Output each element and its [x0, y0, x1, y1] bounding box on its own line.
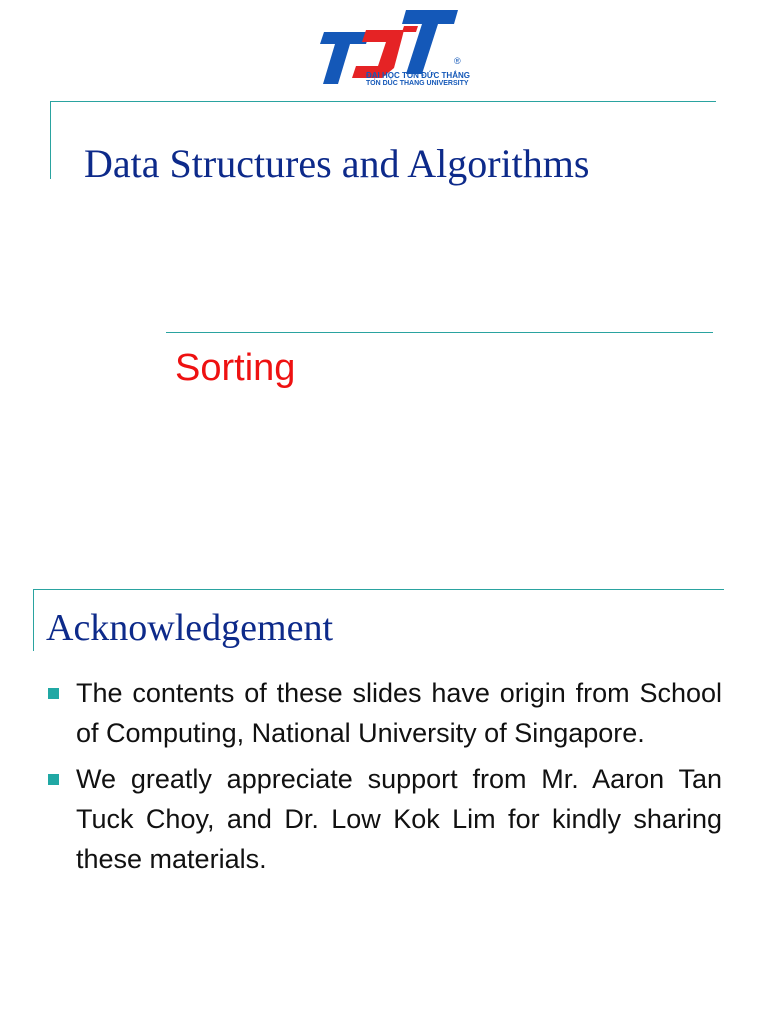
logo-line-english: TON DUC THANG UNIVERSITY — [366, 80, 469, 87]
subtitle-rule — [166, 332, 713, 333]
ack-bullet-list — [46, 673, 722, 885]
registered-mark: ® — [454, 56, 461, 66]
deck-subtitle: Sorting — [175, 347, 296, 389]
square-bullet-icon — [48, 688, 59, 699]
bullet-text: The contents of these slides have origin from School of Computing, National University of Singapore. — [76, 678, 722, 748]
title-top-rule — [50, 101, 716, 102]
list-item — [46, 759, 722, 879]
list-item — [46, 673, 722, 753]
logo-line-vietnamese: ĐẠI HỌC TÔN ĐỨC THẮNG — [366, 71, 470, 80]
bullet-text: We greatly appreciate support from Mr. Aaron Tan Tuck Choy, and Dr. Low Kok Lim for kindly sharing these materials. — [76, 764, 722, 874]
university-logo — [306, 8, 470, 94]
ack-top-rule — [33, 589, 724, 590]
ack-title: Acknowledgement — [46, 607, 334, 649]
square-bullet-icon — [48, 774, 59, 785]
deck-title: Data Structures and Algorithms — [84, 141, 590, 186]
acknowledgement-slide — [0, 560, 768, 1024]
title-left-rule — [50, 101, 51, 179]
ack-left-rule — [33, 589, 34, 651]
